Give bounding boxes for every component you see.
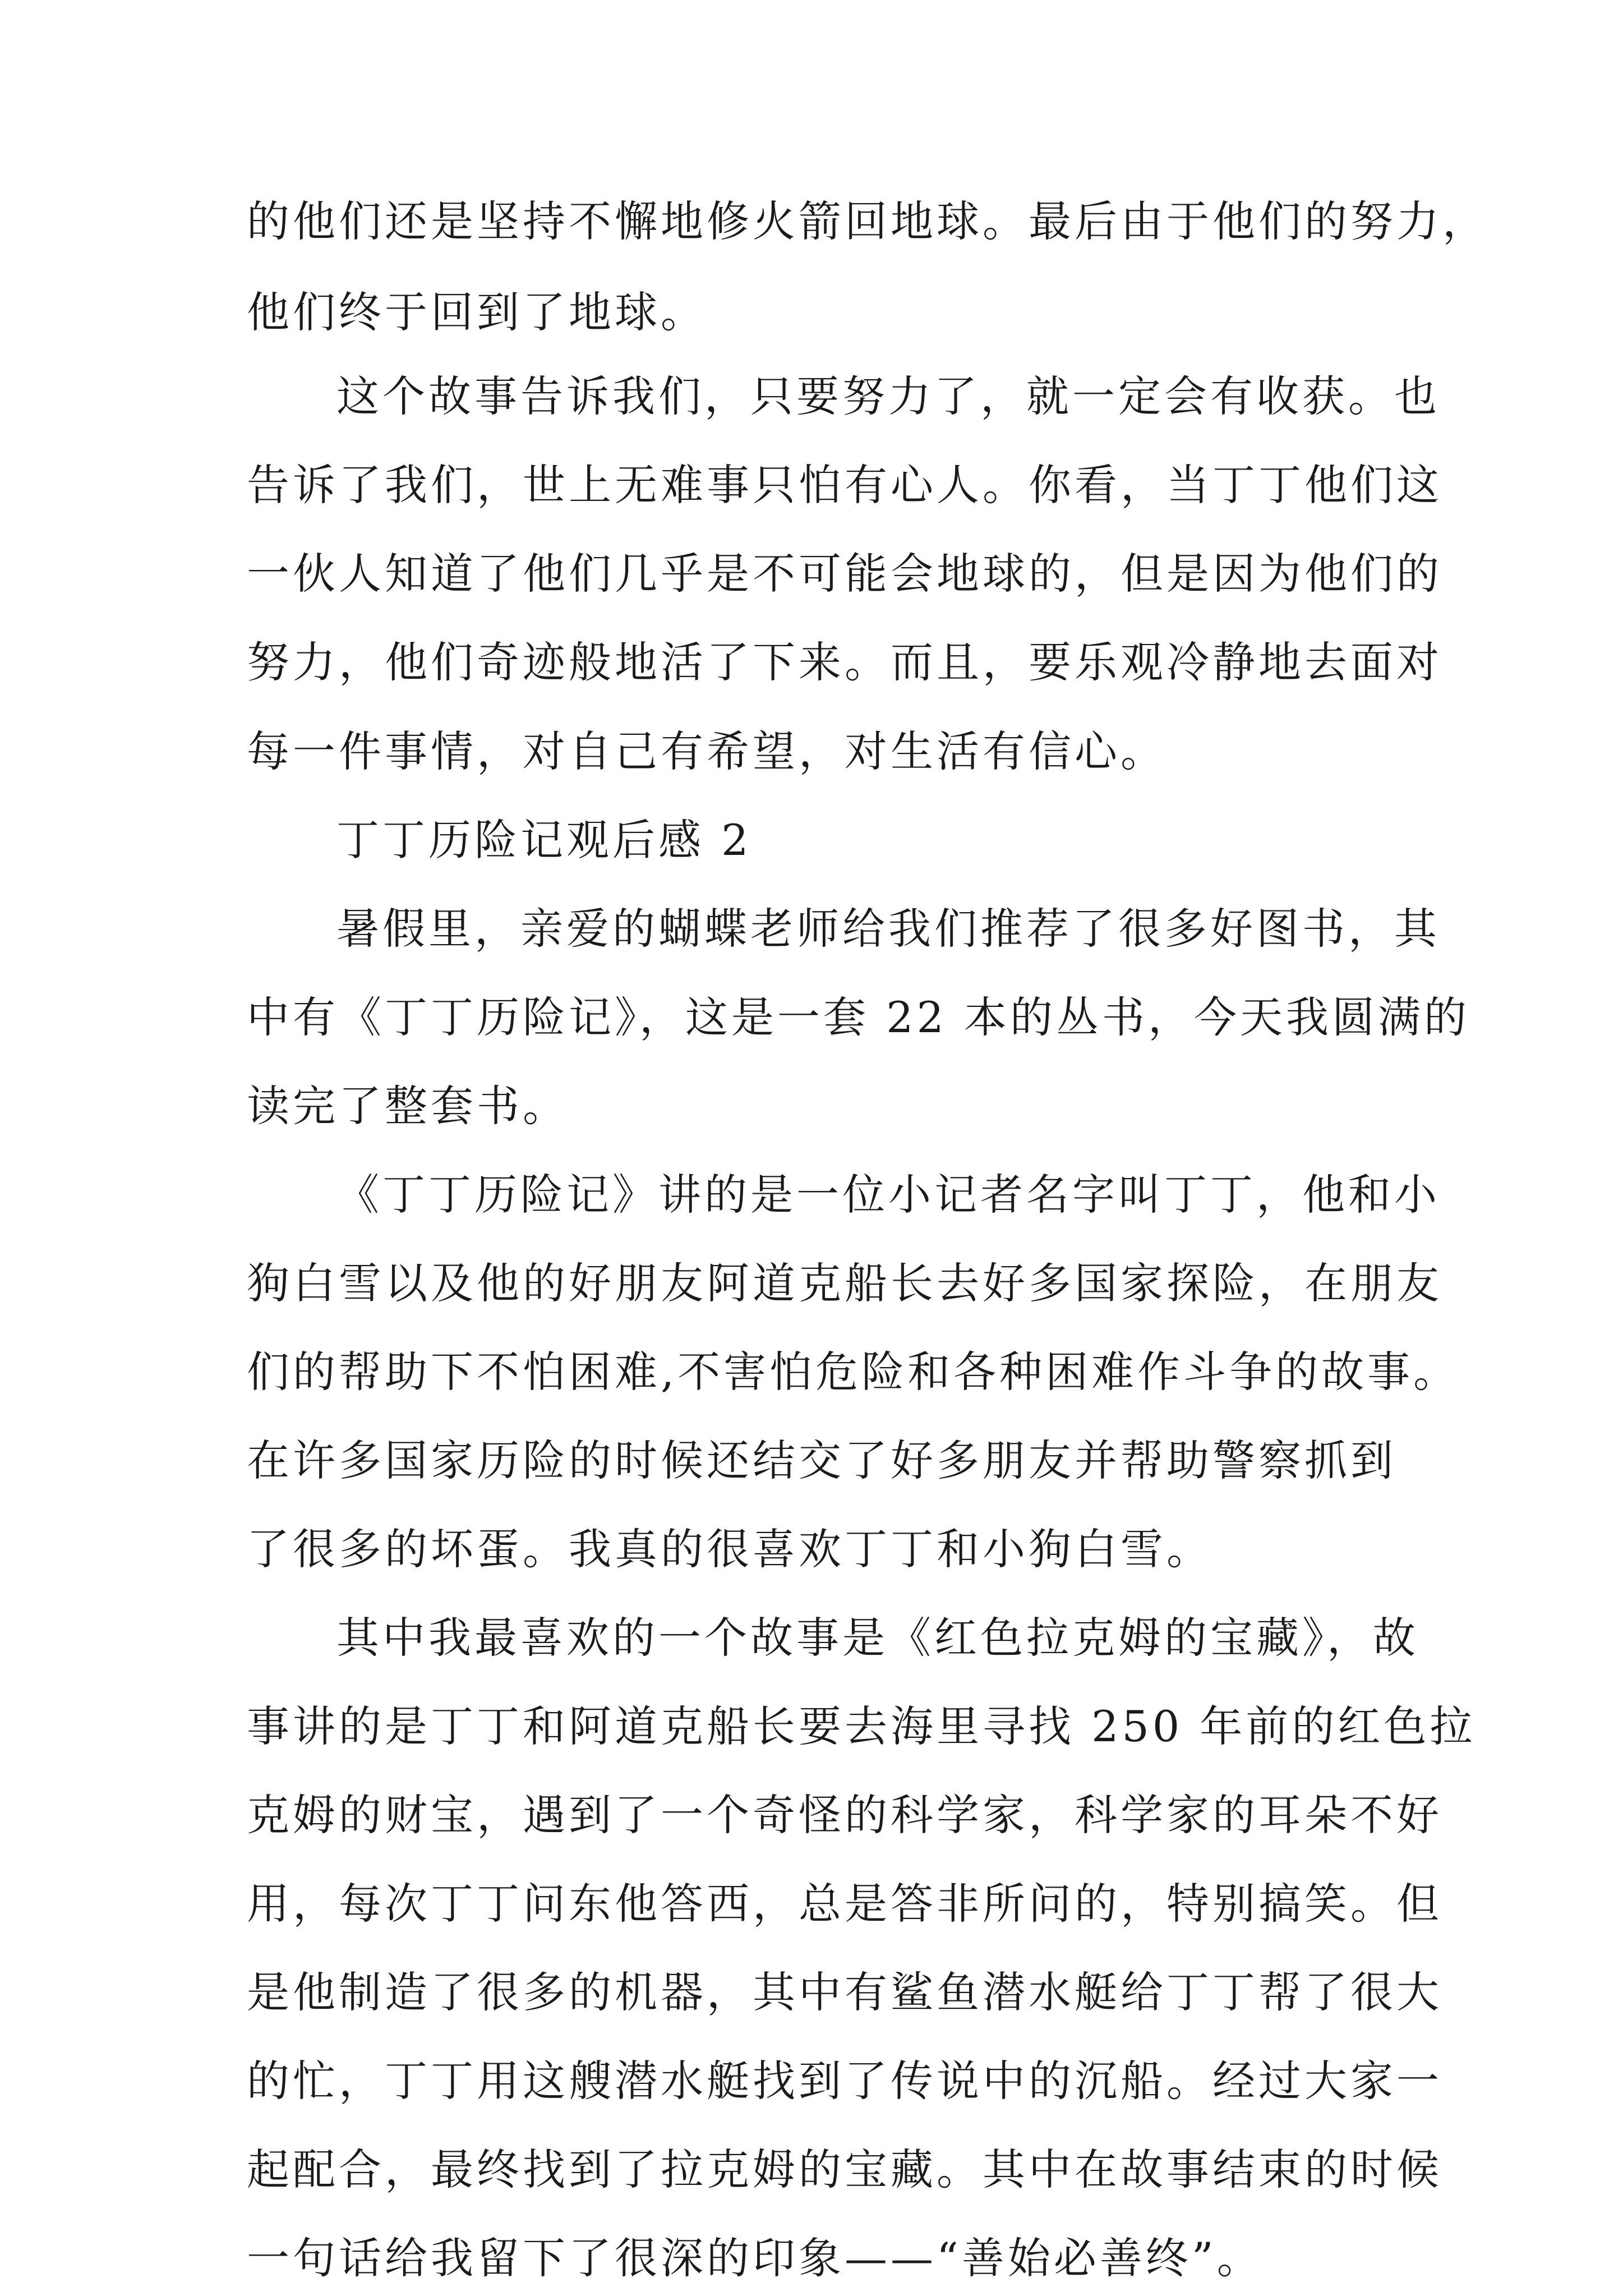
text-line: 事讲的是丁丁和阿道克船长要去海里寻找 250 年前的红色拉: [247, 1701, 1476, 1751]
text-line: 的忙，丁丁用这艘潜水艇找到了传说中的沉船。经过大家一: [247, 2056, 1442, 2106]
text-line: 他们终于回到了地球。: [247, 287, 707, 337]
text-line: 一伙人知道了他们几乎是不可能会地球的，但是因为他们的: [247, 549, 1442, 599]
text-line: 们的帮助下不怕困难,不害怕危险和各种困难作斗争的故事。: [247, 1347, 1460, 1397]
text-line: 克姆的财宝，遇到了一个奇怪的科学家，科学家的耳朵不好: [247, 1790, 1442, 1840]
text-line: 的他们还是坚持不懈地修火箭回地球。最后由于他们的努力，: [247, 196, 1488, 246]
text-line: 努力，他们奇迹般地活了下来。而且，要乐观冷静地去面对: [247, 637, 1442, 687]
text-line: 中有《丁丁历险记》，这是一套 22 本的丛书，今天我圆满的: [247, 992, 1470, 1042]
text-line: 在许多国家历险的时候还结交了好多朋友并帮助警察抓到: [247, 1435, 1396, 1485]
text-line: 告诉了我们，世上无难事只怕有心人。你看，当丁丁他们这: [247, 460, 1442, 510]
text-line: 狗白雪以及他的好朋友阿道克船长去好多国家探险，在朋友: [247, 1258, 1442, 1308]
paragraph-first-line: 暑假里，亲爱的蝴蝶老师给我们推荐了很多好图书，其: [336, 904, 1440, 954]
text-line: 读完了整套书。: [247, 1081, 569, 1131]
paragraph-first-line: 这个故事告诉我们，只要努力了，就一定会有收获。也: [336, 371, 1440, 421]
section-heading: 丁丁历险记观后感 2: [336, 815, 752, 865]
paragraph-first-line: 其中我最喜欢的一个故事是《红色拉克姆的宝藏》，故: [336, 1613, 1419, 1663]
text-line: 每一件事情，对自己有希望，对生活有信心。: [247, 726, 1166, 776]
text-line: 一句话给我留下了很深的印象——“善始必善终”。: [247, 2233, 1263, 2283]
paragraph-first-line: 《丁丁历险记》讲的是一位小记者名字叫丁丁，他和小: [336, 1170, 1440, 1220]
text-line: 起配合，最终找到了拉克姆的宝藏。其中在故事结束的时候: [247, 2145, 1442, 2194]
text-line: 是他制造了很多的机器，其中有鲨鱼潜水艇给丁丁帮了很大: [247, 1967, 1442, 2017]
text-line: 了很多的坏蛋。我真的很喜欢丁丁和小狗白雪。: [247, 1524, 1212, 1574]
text-line: 用，每次丁丁问东他答西，总是答非所问的，特别搞笑。但: [247, 1879, 1442, 1929]
